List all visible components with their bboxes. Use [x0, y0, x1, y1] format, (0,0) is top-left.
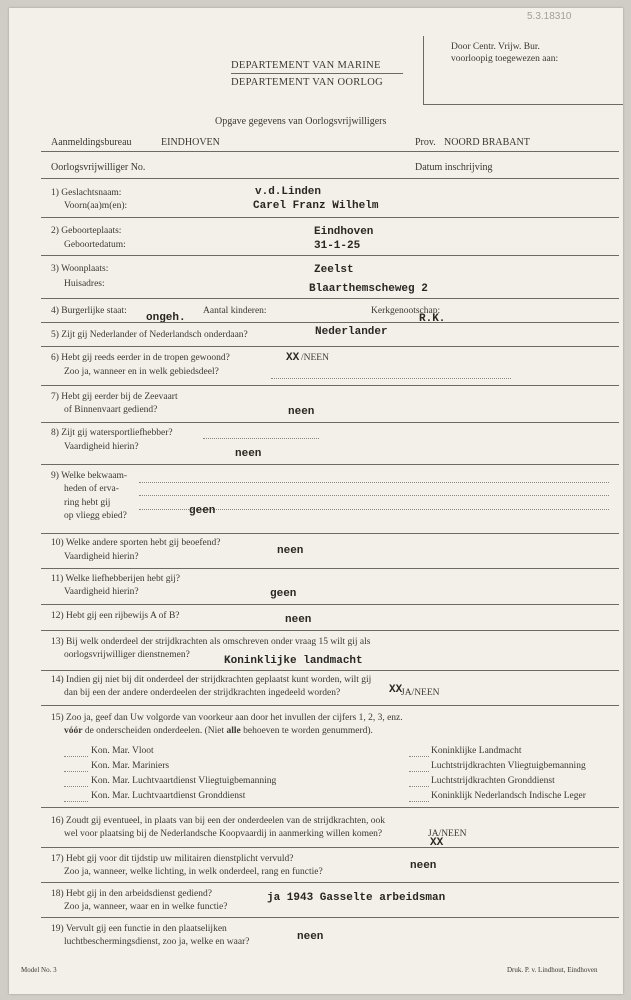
prov-label: Prov.	[415, 137, 436, 148]
option-kon-mar-vloot: Kon. Mar. Vloot	[91, 746, 154, 756]
q7-label-sub: of Binnenvaart gediend?	[64, 405, 158, 415]
footer-printer: Druk. P. v. Lindhout, Eindhoven	[507, 966, 598, 974]
answer-civil-status: ongeh.	[146, 312, 186, 324]
answer-branch: Koninklijke landmacht	[224, 655, 363, 667]
q19-label: 19) Vervult gij een functie in den plaatselijken	[51, 924, 227, 934]
answer-hobbies: geen	[270, 588, 297, 600]
volunteer-no-label: Oorlogsvrijwilliger No.	[51, 162, 146, 173]
q15-text-post: behoeven te worden genummerd).	[240, 726, 373, 736]
answer-labour-service: ja 1943 Gasselte arbeidsman	[267, 892, 446, 904]
box-line-2: voorloopig toegewezen aan:	[451, 54, 559, 64]
q10-label: 10) Welke andere sporten hebt gij beoefend?	[51, 538, 221, 548]
answer-military-service: neen	[410, 860, 437, 872]
q12-label: 12) Hebt gij een rijbewijs A of B?	[51, 611, 180, 621]
q13-label-sub: oorlogsvrijwilliger dienstnemen?	[64, 650, 190, 660]
archive-stamp: 5.3.18310	[527, 11, 572, 22]
answer-tropics: XX	[286, 352, 300, 364]
box-line-1: Door Centr. Vrijw. Bur.	[451, 42, 540, 52]
option-kon-mar-vliegtuig: Kon. Mar. Luchtvaartdienst Vliegtuigbemanning	[91, 776, 277, 786]
q15-emph-voor: vóór	[64, 726, 83, 736]
q9-label-4: op vliegg ebied?	[64, 511, 127, 521]
bureau-label: Aanmeldingsbureau	[51, 137, 132, 148]
q19-label-sub: luchtbeschermingsdienst, zoo ja, welke en waar?	[64, 937, 250, 947]
q4-label-civil: 4) Burgerlijke staat:	[51, 306, 127, 316]
box-border-left	[423, 36, 424, 104]
option-landmacht: Koninklijke Landmacht	[431, 746, 522, 756]
footer-model: Model No. 3	[21, 966, 57, 974]
form-sheet	[9, 8, 623, 994]
q4-label-children: Aantal kinderen:	[203, 306, 267, 316]
option-kon-mar-grond: Kon. Mar. Luchtvaartdienst Gronddienst	[91, 791, 246, 801]
q18-label: 18) Hebt gij in den arbeidsdienst gediend?	[51, 889, 212, 899]
q6-label: 6) Hebt gij reeds eerder in de tropen gewoond?	[51, 353, 230, 363]
q7-label: 7) Hebt gij eerder bij de Zeevaart	[51, 392, 178, 402]
q2-label-birthdate: Geboortedatum:	[64, 240, 126, 250]
answer-religion: R.K.	[419, 313, 446, 325]
q9-label-2: heden of erva-	[64, 484, 119, 494]
q5-label: 5) Zijt gij Nederlander of Nederlandsch onderdaan?	[51, 330, 248, 340]
option-lsk-vliegtuig: Luchtstrijdkrachten Vliegtuigbemanning	[431, 761, 586, 771]
dept-oorlog: DEPARTEMENT VAN OORLOG	[231, 77, 384, 88]
q11-label-sub: Vaardigheid hierin?	[64, 587, 139, 597]
answer-birthdate: 31-1-25	[314, 240, 361, 252]
q17-label-sub: Zoo ja, wanneer, welke lichting, in welk onderdeel, rang en functie?	[64, 867, 323, 877]
q6-option: /NEEN	[301, 353, 329, 363]
q11-label: 11) Welke liefhebberijen hebt gij?	[51, 574, 181, 584]
q9-label-1: 9) Welke bekwaam-	[51, 471, 128, 481]
answer-merchant-navy: XX	[430, 837, 444, 849]
q1-label-given: Voorn(aa)m(en):	[64, 201, 128, 211]
q14-label: 14) Indien gij niet bij dit onderdeel der strijdkrachten geplaatst kunt worden, wilt gij	[51, 675, 372, 685]
q16-label-sub: wel voor plaatsing bij de Nederlandsche Koopvaardij in aanmerking willen komen?	[64, 829, 383, 839]
answer-given-names: Carel Franz Wilhelm	[253, 200, 379, 212]
dept-marine: DEPARTEMENT VAN MARINE	[231, 60, 381, 71]
box-border-bottom	[423, 104, 623, 105]
q8-label-sub: Vaardigheid hierin?	[64, 442, 139, 452]
q1-label-surname: 1) Geslachtsnaam:	[51, 188, 122, 198]
bureau-value: EINDHOVEN	[161, 137, 220, 148]
option-kon-mar-mariniers: Kon. Mar. Mariniers	[91, 761, 170, 771]
answer-residence: Zeelst	[314, 264, 354, 276]
q14-option: JA/NEEN	[401, 688, 440, 698]
q16-label: 16) Zoudt gij eventueel, in plaats van bij een der onderdeelen van de strijdkrachten, ook	[51, 816, 385, 826]
option-lsk-grond: Luchtstrijdkrachten Gronddienst	[431, 776, 555, 786]
date-label: Datum inschrijving	[415, 162, 493, 173]
q15-label-sub	[64, 726, 373, 737]
answer-seafaring: neen	[288, 406, 315, 418]
answer-nationality: Nederlander	[315, 326, 388, 338]
q6-label-sub: Zoo ja, wanneer en in welk gebiedsdeel?	[64, 367, 219, 377]
q16-option: JA/NEEN	[428, 829, 467, 839]
q8-label: 8) Zijt gij watersportliefhebber?	[51, 428, 173, 438]
q17-label: 17) Hebt gij voor dit tijdstip uw militairen dienstplicht vervuld?	[51, 854, 294, 864]
q13-label: 13) Bij welk onderdeel der strijdkrachten als omschreven onder vraag 15 wilt gij als	[51, 637, 371, 647]
dept-underline	[231, 73, 403, 74]
answer-surname: v.d.Linden	[255, 186, 322, 198]
q3-label-address: Huisadres:	[64, 279, 105, 289]
q9-label-3: ring hebt gij	[64, 498, 111, 508]
q14-label-sub: dan bij een der andere onderdeelen der strijdkrachten ingedeeld worden?	[64, 688, 341, 698]
answer-aviation: geen	[189, 505, 216, 517]
q3-label-residence: 3) Woonplaats:	[51, 264, 109, 274]
q15-label: 15) Zoo ja, geef dan Uw volgorde van voorkeur aan door het invullen der cijfers 1, 2, 3, enz.	[51, 713, 403, 723]
form-title: Opgave gegevens van Oorlogsvrijwilligers	[215, 116, 387, 127]
answer-license: neen	[285, 614, 312, 626]
answer-sports: neen	[277, 545, 304, 557]
q2-label-birthplace: 2) Geboorteplaats:	[51, 226, 122, 236]
answer-watersport: neen	[235, 448, 262, 460]
answer-birthplace: Eindhoven	[314, 226, 374, 238]
q10-label-sub: Vaardigheid hierin?	[64, 552, 139, 562]
prov-value: NOORD BRABANT	[444, 137, 530, 148]
answer-other-branch: XX	[389, 684, 403, 696]
answer-air-protection: neen	[297, 931, 324, 943]
q4-label-religion: Kerkgenootschap:	[371, 306, 441, 316]
answer-address: Blaarthemscheweg 2	[309, 283, 428, 295]
q15-text-mid: de onderscheiden onderdeelen. (Niet	[82, 726, 227, 736]
option-knil: Koninklijk Nederlandsch Indische Leger	[431, 791, 586, 801]
q18-label-sub: Zoo ja, wanneer, waar en in welke functie?	[64, 902, 228, 912]
q15-emph-alle: alle	[226, 726, 241, 736]
